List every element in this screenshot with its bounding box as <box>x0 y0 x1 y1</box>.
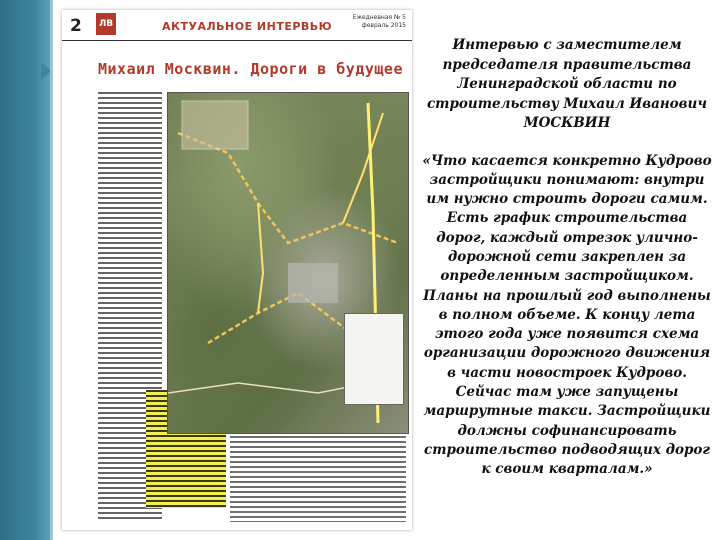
newspaper-issue-info: Ежедневная № 5 февраль 2015 <box>352 14 406 29</box>
road-route-4 <box>343 113 383 223</box>
newspaper-header <box>62 10 412 41</box>
newspaper-logo: ЛВ <box>96 13 116 35</box>
interview-quote: «Что касается конкретно Кудрово застройщики понимают: внутри им нужно строить дороги самим. Есть график строительства дорог, каждый отрезок улично-дорожной сети закреплен за определенным застройщиком. Планы на прошлый год выполнены в полном объеме. К концу лета этого года уже появится схема организации дорожного движения в части новостроек Кудрово. Сейчас там уже запущены маршрутные такси. Застройщики должны софинансировать строительство подводящих дорог к своим кварталам.» <box>422 152 712 478</box>
road-route-3 <box>258 203 263 313</box>
newspaper-headline: Михаил Москвин. Дороги в будущее <box>98 60 403 78</box>
newspaper-page-number: 2 <box>70 16 82 36</box>
interview-heading: Интервью с заместителем председателя правительства Ленинградской области по строительству Михаил Иванович МОСКВИН <box>426 37 708 131</box>
built-up-area <box>288 263 338 303</box>
map-legend <box>344 313 404 405</box>
newspaper-page-image <box>62 10 412 530</box>
inset-map <box>182 101 248 149</box>
road-route-5 <box>168 383 368 393</box>
quote-panel <box>422 36 712 526</box>
band-divider-line <box>50 0 53 540</box>
article-bottom-columns <box>230 436 406 522</box>
left-accent-band <box>0 0 50 540</box>
newspaper-rubric: АКТУАЛЬНОЕ ИНТЕРВЬЮ <box>162 20 333 33</box>
satellite-map-image <box>167 92 409 434</box>
